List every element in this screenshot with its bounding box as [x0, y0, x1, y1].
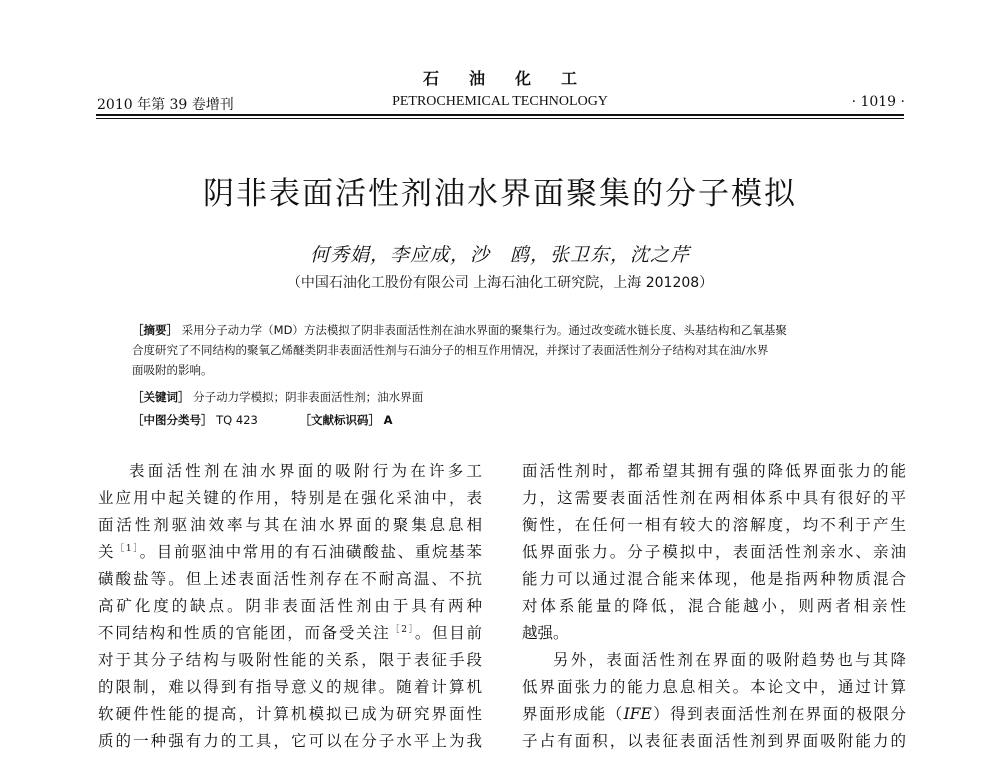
paper-title: 阴非表面活性剂油水界面聚集的分子模拟 [203, 176, 797, 212]
body-line: 能力可以通过混合能来体现，他是指两种物质混合 [522, 570, 906, 588]
issue-info: 2010 年第 39 卷增刊 [97, 97, 234, 113]
abstract-line: 面吸附的影响。 [132, 363, 213, 377]
ife-abbrev: IFE [623, 705, 652, 723]
body-line: 衡性，在任何一相有较大的溶解度，均不利于产生 [522, 516, 906, 534]
body-line: 越强。 [522, 624, 569, 642]
body-line: 表面活性剂在油水界面的吸附行为在许多工 [129, 462, 482, 480]
body-line: 界面形成能（IFE）得到表面活性剂在界面的极限分 [522, 705, 906, 723]
body-line: 另外，表面活性剂在界面的吸附趋势也与其降 [553, 651, 906, 669]
body-line: 高矿化度的缺点。阴非表面活性剂由于具有两种 [98, 597, 482, 615]
body-line: 低界面张力。分子模拟中，表面活性剂亲水、亲油 [522, 543, 906, 561]
journal-title-cn: 石油化工 [422, 69, 607, 88]
body-line: 对体系能量的降低，混合能越小，则两者相亲性 [522, 597, 906, 615]
doc-code-label: ［文献标识码］ [299, 413, 380, 427]
body-column-left [98, 458, 482, 755]
abstract-line: 合度研究了不同结构的聚氧乙烯醚类阴非表面活性剂与石油分子的相互作用情况，并探讨了表面活性剂分子结构对其在油/水界 [132, 343, 769, 357]
body-line: 低界面张力的能力息息相关。本论文中，通过计算 [522, 678, 906, 696]
body-line: 业应用中起关键的作用，特别是在强化采油中，表 [98, 489, 482, 507]
body-line: 磺酸盐等。但上述表面活性剂存在不耐高温、不抗 [98, 570, 482, 588]
class-label: ［中图分类号］ [132, 413, 213, 427]
abstract-label: ［摘要］ [132, 323, 178, 337]
page-number: · 1019 · [851, 94, 905, 110]
journal-title-en: PETROCHEMICAL TECHNOLOGY [392, 94, 608, 109]
body-line: 面活性剂驱油效率与其在油水界面的聚集息息相 [98, 516, 482, 534]
keywords-text: 分子动力学模拟；阴非表面活性剂；油水界面 [193, 390, 424, 404]
header-rule-thin [96, 118, 904, 119]
header-rule-thick [96, 114, 904, 116]
keywords-label: ［关键词］ [132, 390, 190, 404]
body-line: 力，这需要表面活性剂在两相体系中具有很好的平 [522, 489, 906, 507]
body-line: 对于其分子结构与吸附性能的关系，限于表征手段 [98, 651, 482, 669]
abstract [132, 320, 877, 380]
class-value: TQ 423 [216, 413, 258, 427]
doc-code-value: A [383, 413, 393, 427]
body-line: 关$^{[1]}$。目前驱油中常用的有石油磺酸盐、重烷基苯 [98, 543, 482, 561]
abstract-line: ［摘要］ 采用分子动力学（MD）方法模拟了阴非表面活性剂在油水界面的聚集行为。通过改变疏水链长度、头基结构和乙氧基聚 [132, 323, 787, 337]
body-line: 面活性剂时，都希望其拥有强的降低界面张力的能 [522, 462, 906, 480]
keywords [132, 389, 423, 405]
citation-2: ［2］ [390, 625, 415, 635]
body-line: 软硬件性能的提高，计算机模拟已成为研究界面性 [98, 705, 482, 723]
body-line: 子占有面积，以表征表面活性剂到界面吸附能力的 [522, 732, 906, 750]
body-column-right [522, 458, 906, 755]
body-line: 质的一种强有力的工具，它可以在分子水平上为我 [98, 732, 482, 750]
body-line: 不同结构和性质的官能团，而备受关注$^{[2]}$。但目前 [98, 624, 482, 642]
affiliation: （中国石油化工股份有限公司 上海石油化工研究院，上海 201208） [286, 275, 714, 291]
body-line: 的限制，难以得到有指导意义的规律。随着计算机 [98, 678, 482, 696]
classification [132, 412, 393, 428]
citation-1: ［1］ [115, 544, 140, 554]
author-list: 何秀娟，李应成，沙 鸥，张卫东，沈之芹 [309, 244, 690, 266]
